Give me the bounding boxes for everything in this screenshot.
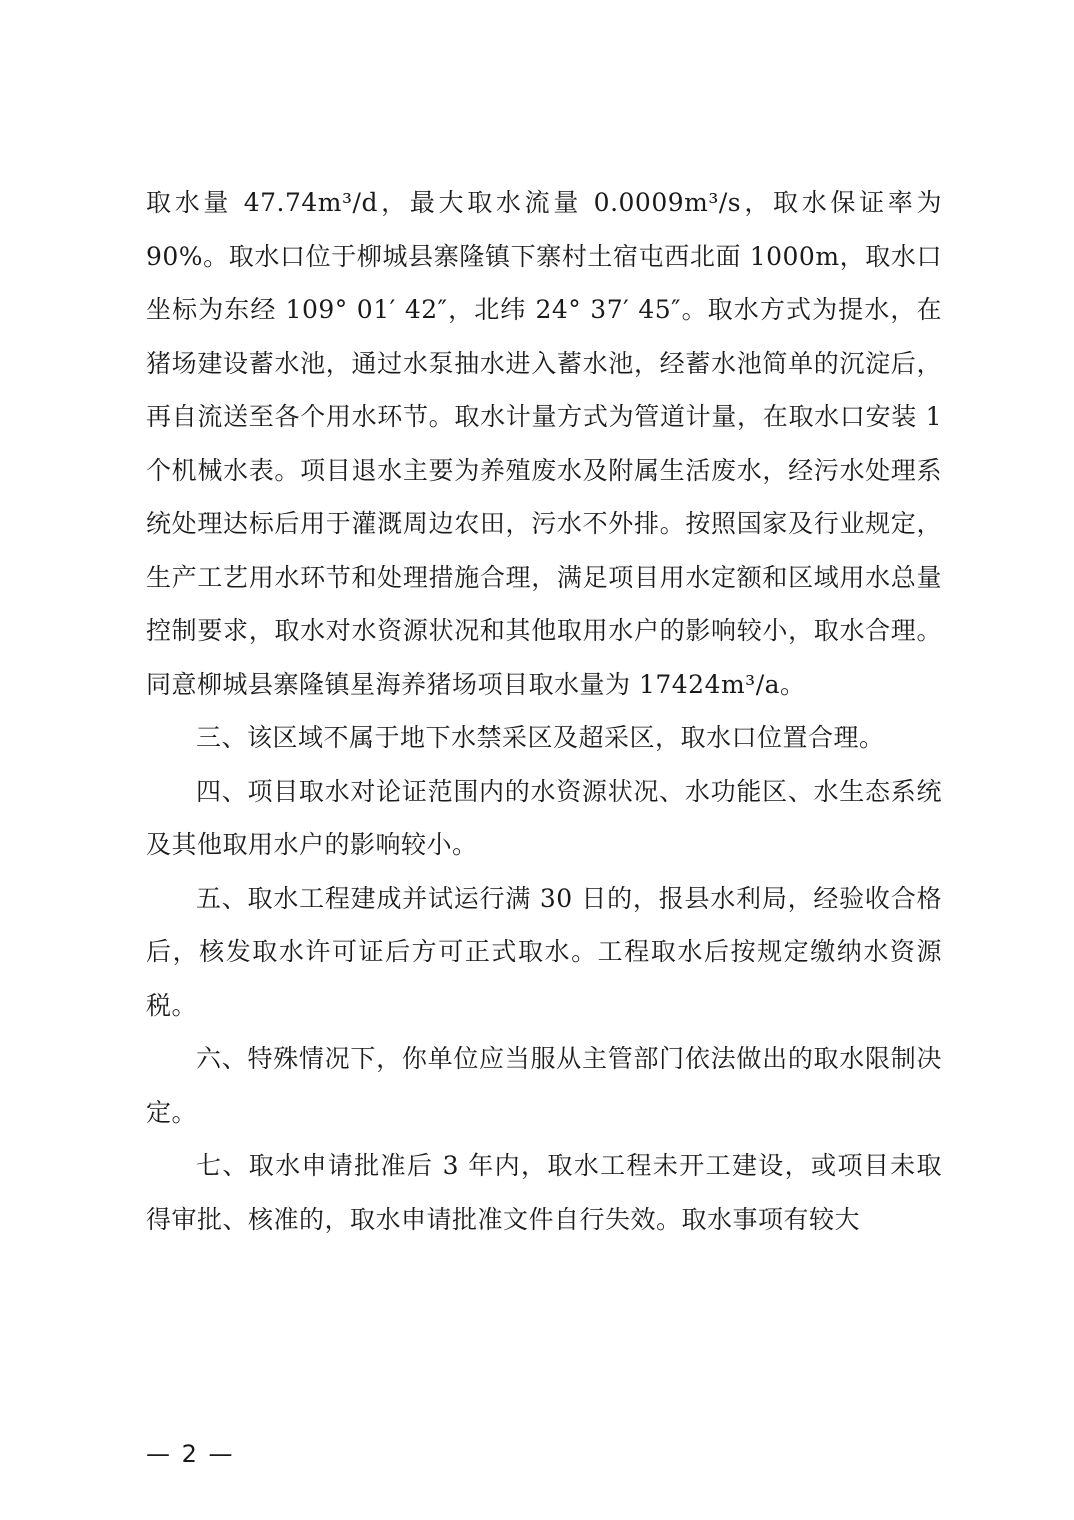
paragraph-item-7: 七、取水申请批准后 3 年内，取水工程未开工建设，或项目未取得审批、核准的，取水申请批准文件自行失效。取水事项有较大: [146, 1151, 942, 1234]
paragraph-item-4: 四、项目取水对论证范围内的水资源状况、水功能区、水生态系统及其他取用水户的影响较小。: [146, 776, 942, 859]
paragraph-item-5: 五、取水工程建成并试运行满 30 日的，报县水利局，经验收合格后，核发取水许可证后方可正式取水。工程取水后按规定缴纳水资源税。: [146, 883, 942, 1020]
paragraph-item-3: 三、该区域不属于地下水禁采区及超采区，取水口位置合理。: [196, 723, 885, 752]
document-body: [146, 176, 942, 1246]
paragraph-water-intake-details: 取水量 47.74m³/d，最大取水流量 0.0009m³/s，取水保证率为 90%。取水口位于柳城县寨隆镇下寨村土宿屯西北面 1000m，取水口坐标为东经 109° 01′ 42″，北纬 24° 37′ 45″。取水方式为提水，在猪场建设蓄水池，通过水泵抽水进入蓄水池，经蓄水池简单的沉淀后，再自流送至各个用水环节。取水计量方式为管道计量，在取水口安装 1 个机械水表。项目退水主要为养殖废水及附属生活废水，经污水处理系统处理达标后用于灌溉周边农田，污水不外排。按照国家及行业规定，生产工艺用水环节和处理措施合理，满足项目用水定额和区域用水总量控制要求，取水对水资源状况和其他取用水户的影响较小，取水合理。同意柳城县寨隆镇星海养猪场项目取水量为 17424m³/a。: [146, 188, 942, 699]
paragraph-item-6: 六、特殊情况下，你单位应当服从主管部门依法做出的取水限制决定。: [146, 1044, 942, 1127]
page-number: — 2 —: [146, 1440, 235, 1468]
